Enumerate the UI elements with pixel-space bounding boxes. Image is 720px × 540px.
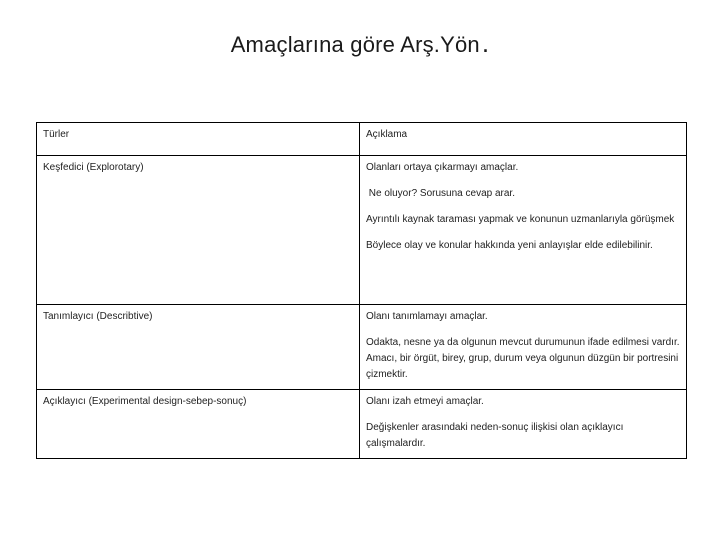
page-title-dot: . [481, 28, 490, 58]
table-row-descriptive [37, 305, 687, 390]
description-cell [360, 156, 687, 305]
header-cell-types: Türler [37, 123, 360, 156]
description-paragraph: Değişkenler arasındaki neden-sonuç ilişkisi olan açıklayıcı çalışmalardır. [366, 422, 624, 449]
table-row-experimental [37, 390, 687, 459]
table-row-exploratory [37, 156, 687, 305]
type-cell: Tanımlayıcı (Describtive) [37, 305, 360, 390]
type-cell: Açıklayıcı (Experimental design-sebep-sonuç) [37, 390, 360, 459]
page-title [0, 28, 720, 59]
description-paragraph: Ayrıntılı kaynak taraması yapmak ve konunun uzmanlarıyla görüşmek [366, 214, 675, 225]
description-paragraph: Olanları ortaya çıkarmayı amaçlar. [366, 162, 519, 173]
table-header-row [37, 123, 687, 156]
description-paragraph: Böylece olay ve konular hakkında yeni anlayışlar elde edilebilinir. [366, 240, 653, 251]
research-types-table [36, 122, 687, 459]
description-cell [360, 305, 687, 390]
page-title-text: Amaçlarına göre Arş.Yön [230, 32, 480, 57]
header-cell-description: Açıklama [360, 123, 687, 156]
description-paragraph: Olanı tanımlamayı amaçlar. [366, 311, 488, 322]
description-paragraph: Ne oluyor? Sorusuna cevap arar. [366, 188, 515, 199]
description-cell [360, 390, 687, 459]
description-paragraph: Olanı izah etmeyi amaçlar. [366, 396, 484, 407]
description-paragraph: Odakta, nesne ya da olgunun mevcut durumunun ifade edilmesi vardır. Amacı, bir örgüt, birey, grup, durum veya olgunun düzgün bir portresini çizmektir. [366, 337, 680, 380]
type-cell: Keşfedici (Explorotary) [37, 156, 360, 305]
